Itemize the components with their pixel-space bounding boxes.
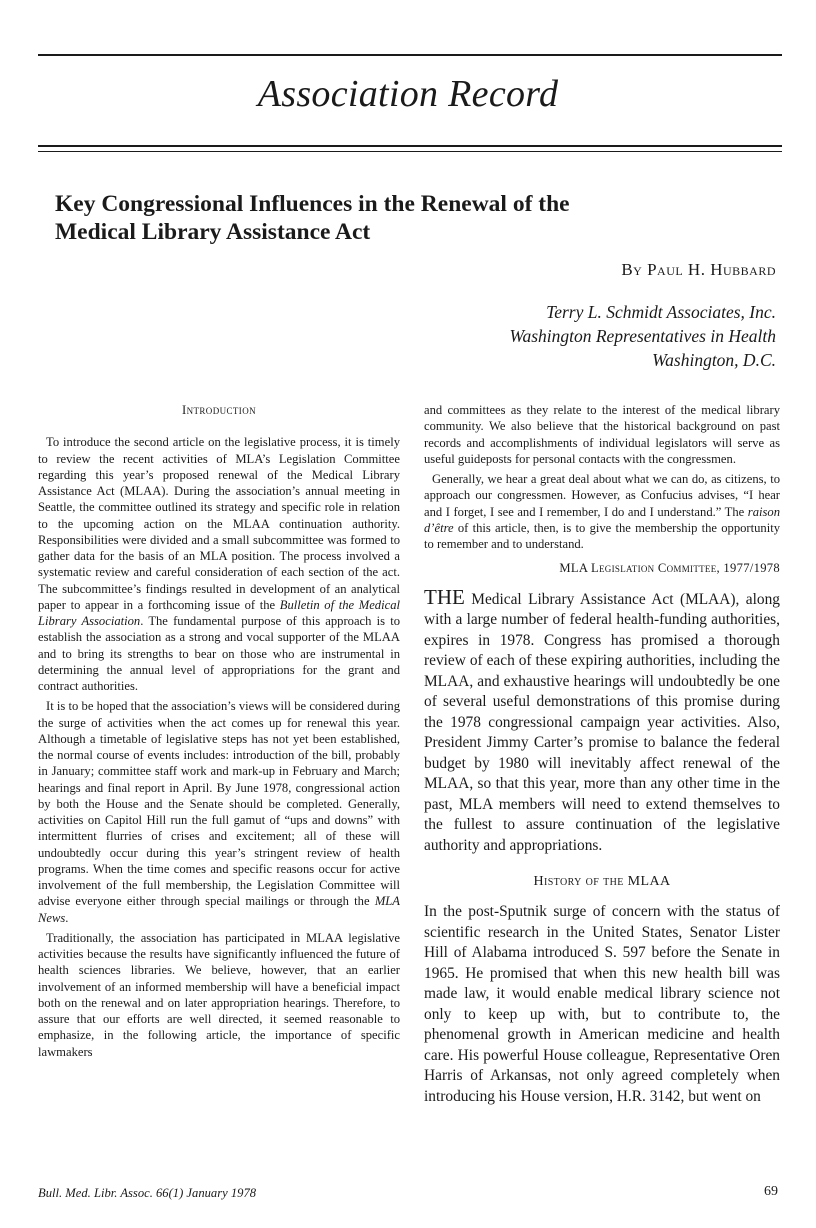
intro-p2-text-a: It is to be hoped that the association’s views will be considered during the surge of activities when the act comes up for renewal this year. Although a timetable of legislative steps has not yet been established, the normal course of events includes: introduction of the bill, probably in January; committee staff work and mark-up in February and March; hearings and final report in April. By June 1978, congressional action by both the House and the Senate should be completed. Generally, activities on Capitol Hill run the full gamut of “ups and downs” with intermittent flurries of crises and excitement; all of these will undoubtedly occur during this year’s stringent review of health programs. When the time comes and specific reasons occur for active involvement of the full membership, the Legislation Committee will advise everyone either through special mailings or through the xyxy=(38,699,400,909)
committee-signature: MLA Legislation Committee, 1977/1978 xyxy=(559,561,780,576)
intro-paragraph-3: Traditionally, the association has participated in MLAA legislative activities because the results have significantly influenced the future of health sciences libraries. We believe, however, that an earlier involvement of an informed membership will have a beneficial impact both on the renewal and on later appropriation hearings. Therefore, to assure that our efforts are well directed, it seemed reasonable to emphasize, in the following article, the importance of specific lawmakers xyxy=(38,930,400,1059)
affiliation-line-3: Washington, D.C. xyxy=(652,350,776,370)
bulletin-journal-name: Bulletin of the Medical Library Association xyxy=(38,597,400,628)
intro-p2-text-b: . xyxy=(65,910,69,925)
intro-paragraph-4 xyxy=(424,471,780,552)
intro-p1-text-b: . The fundamental purpose of this approach is to establish the association as a strong and vocal supporter of the MLAA and to bring its strengths to bear on those who are instrumental in determining the annual level of appropriations for the grant and contract authorities. xyxy=(38,614,400,693)
article-title xyxy=(55,190,675,246)
author-affiliation xyxy=(509,300,776,372)
body-paragraph-2: In the post-Sputnik surge of concern with the status of scientific research in the United States, Senator Lister Hill of Alabama introduced S. 597 before the Senate in 1965. He promised that when this new health bill was made law, it would enable medical library science not only to keep up with, but to contribute to, the phenomenal growth in American medicine and health care. His powerful House colleague, Representative Oren Harris of Arkansas, not only agreed completely when introducing his House version, H.R. 3142, but went on xyxy=(424,903,780,1105)
article-title-line-1: Key Congressional Influences in the Renewal of the xyxy=(55,191,570,217)
introduction-heading: Introduction xyxy=(182,403,256,417)
raison-detre-phrase: raison d’être xyxy=(424,504,780,535)
intro-paragraph-1 xyxy=(38,434,400,694)
section-rule-2 xyxy=(38,151,782,152)
journal-citation: Bull. Med. Libr. Assoc. 66(1) January 1978 xyxy=(38,1186,257,1200)
body-p1-text: Medical Library Assistance Act (MLAA), along with a large number of federal health-funding authorities, expires in 1978. Congress has promised a thorough review of each of these expiring authorities, including the MLAA, and exhaustive hearings will undoubtedly be one of several useful demonstrations of this promise during the 1978 congressional campaign year activities. Also, President Jimmy Carter’s promise to balance the federal budget by 1980 will inevitably affect renewal of the MLAA, so that this year, more than any other time in the past, MLA members will need to extend themselves to the fullest to assure continuation of the legislative authority and appropriations. xyxy=(424,590,780,854)
body-paragraph-1 xyxy=(424,584,780,857)
left-column xyxy=(38,402,400,1060)
drop-cap: THE xyxy=(424,584,465,609)
byline: By Paul H. Hubbard xyxy=(621,260,776,279)
intro-p1-text-a: To introduce the second article on the legislative process, it is timely to review the recent activities of MLA’s Legislation Committee regarding this year’s proposed renewal of the Medical Library Assistance Act (MLAA). During the association’s annual meeting in Seattle, the committee outlined its strategy and specific role in relation to the upcoming action on the MLAA continuation authority. Responsibilities were divided and a small subcommittee was formed to gather data for the basis of an MLA position. The process involved a systematic review and careful consideration of each section of the act. The subcommittee’s findings resulted in development of an analytical paper to appear in a forthcoming issue of the xyxy=(38,435,400,612)
intro-paragraph-3-continued: and committees as they relate to the interest of the medical library community. We also believe that the historical background on past records and accomplishments of individual legislators will serve as useful guideposts for personal contacts with the congressmen. xyxy=(424,403,780,466)
history-heading: History of the MLAA xyxy=(533,874,671,889)
right-column xyxy=(424,402,780,1107)
article-title-line-2: Medical Library Assistance Act xyxy=(55,219,371,245)
section-title: Association Record xyxy=(257,73,559,115)
section-rule-1 xyxy=(38,145,782,147)
mla-news-name: MLA News xyxy=(38,894,400,925)
affiliation-line-2: Washington Representatives in Health xyxy=(509,326,776,346)
top-rule xyxy=(38,54,782,56)
intro-p4-text-b: of this article, then, is to give the membership the opportunity to remember and to understand. xyxy=(424,520,780,551)
page-number: 69 xyxy=(764,1184,778,1199)
intro-paragraph-2 xyxy=(38,698,400,926)
affiliation-line-1: Terry L. Schmidt Associates, Inc. xyxy=(546,302,776,322)
intro-p4-text-a: Generally, we hear a great deal about what we can do, as citizens, to approach our congressmen. However, as Confucius advises, “I hear and I forget, I see and I remember, I do and I understand.” The xyxy=(424,472,780,519)
